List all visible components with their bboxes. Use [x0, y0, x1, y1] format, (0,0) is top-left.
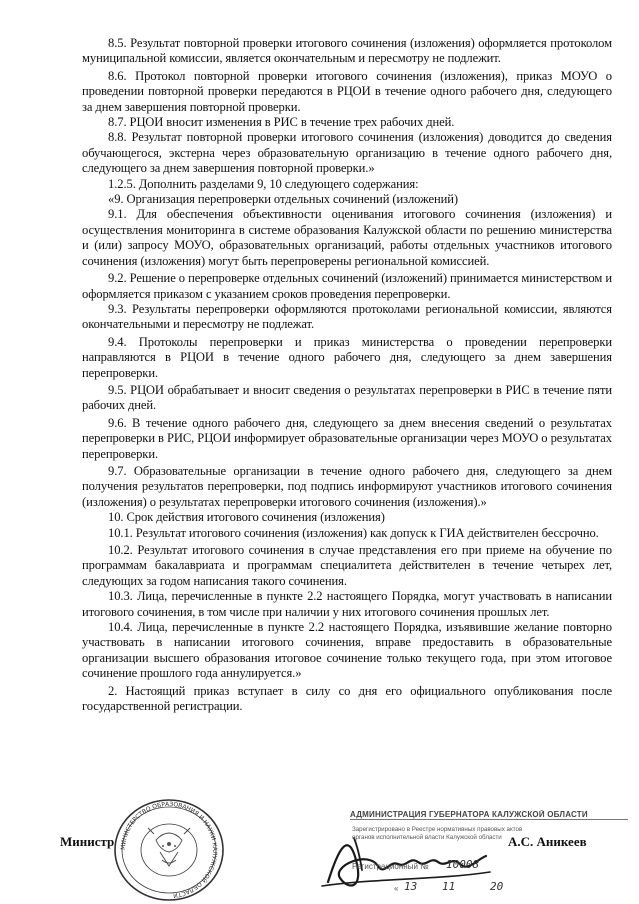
seal-text: МИНИСТЕРСТВО ОБРАЗОВАНИЯ И НАУКИ КАЛУЖСКОЙ ОБЛАСТИ [119, 800, 219, 899]
stamp-number-value: 10008 [446, 858, 480, 871]
paragraph-9-7: 9.7. Образовательные организации в течение одного рабочего дня, следующего за днем получения результатов перепроверки, под подпись информируют участников итогового сочинения (изложения) о результатах перепроверки итогового сочинения (изложения).» [82, 463, 612, 509]
paragraph-2-effective: 2. Настоящий приказ вступает в силу со дня его официального опубликования после государственной регистрации. [82, 683, 612, 714]
paragraph-1-2-5: 1.2.5. Дополнить разделами 9, 10 следующего содержания: [108, 176, 419, 191]
paragraph-8-6: 8.6. Протокол повторной проверки итогового сочинения (изложения), приказ МОУО о проведении повторной проверки передаются в РЦОИ в течение одного рабочего дня, следующего за днем завершения повторной проверки. [82, 68, 612, 114]
section-10-heading: 10. Срок действия итогового сочинения (изложения) [108, 510, 385, 525]
paragraph-9-1: 9.1. Для обеспечения объективности оценивания итогового сочинения (изложения) и осуществления мониторинга в системе образования Калужской области по решению министерства и (или) запросу МОУО, образовательных организаций, работы отдельных участников итогового сочинения (изложения) могут быть перепроверены региональной комиссией. [82, 207, 612, 268]
paragraph-8-8: 8.8. Результат повторной проверки итогового сочинения (изложения) доводится до сведения обучающегося, экстерна через образовательную организацию в течение одного рабочего дня, следующего за днем завершения повторной проверки.» [82, 130, 612, 176]
stamp-number-label: Регистрационный № [352, 862, 429, 871]
stamp-line-1: Зарегистрировано в Реестре нормативных правовых актов [352, 826, 523, 833]
paragraph-10-3: 10.3. Лица, перечисленные в пункте 2.2 настоящего Порядка, могут участвовать в написании итогового сочинения, в том числе при наличии у них итогового сочинения прошлых лет. [82, 589, 612, 619]
minister-name: А.С. Аникеев [508, 834, 587, 849]
paragraph-10-4: 10.4. Лица, перечисленные в пункте 2.2 настоящего Порядка, изъявившие желание повторно участвовать в написании итогового сочинения, вправе предоставить в образовательные организации высшего образования итоговое сочинение только текущего года, при этом итоговое сочинение прошлого года аннулируется.» [82, 620, 612, 681]
section-9-heading: «9. Организация перепроверки отдельных сочинений (изложений) [108, 192, 459, 207]
paragraph-8-5: 8.5. Результат повторной проверки итогового сочинения (изложения) оформляется протоколом муниципальной комиссии, является окончательным и пересмотру не подлежит. [82, 36, 612, 66]
paragraph-9-2: 9.2. Решение о перепроверке отдельных сочинений (изложений) принимается министерством и оформляется приказом с указанием сроков проведения перепроверки. [82, 271, 612, 301]
stamp-date-day: 13 [404, 880, 418, 893]
paragraph-9-6: 9.6. В течение одного рабочего дня, следующего за днем внесения сведений о результатах перепроверки в РИС, РЦОИ информирует образовательные организации через МОУО о результатах перепроверки. [82, 415, 612, 461]
minister-label: Министр [60, 834, 115, 849]
paragraph-9-5: 9.5. РЦОИ обрабатывает и вносит сведения о результатах перепроверки в РИС в течение пяти рабочих дней. [82, 382, 612, 413]
signature-block [60, 800, 620, 900]
official-seal-icon [110, 798, 228, 902]
registration-stamp [350, 810, 628, 898]
paragraph-9-4: 9.4. Протоколы перепроверки и приказ министерства о проведении перепроверки направляются в РЦОИ в течение одного рабочего дня, следующего за днем завершения перепроверки. [82, 334, 612, 380]
paragraph-9-3: 9.3. Результаты перепроверки оформляются протоколами региональной комиссии, являются окончательными и пересмотру не подлежат. [82, 301, 612, 332]
paragraph-10-2: 10.2. Результат итогового сочинения в случае представления его при приеме на обучение по программам бакалавриата и программам специалитета действителен в течение четырех лет, следующих за годом написания такого сочинения. [82, 543, 612, 588]
stamp-date-month: 11 [442, 880, 456, 893]
svg-text:МИНИСТЕРСТВО ОБРАЗОВАНИЯ И НАУ [120, 801, 218, 899]
paragraph-8-7: 8.7. РЦОИ вносит изменения в РИС в течение трех рабочих дней. [108, 115, 455, 130]
stamp-title: АДМИНИСТРАЦИЯ ГУБЕРНАТОРА КАЛУЖСКОЙ ОБЛАСТИ [350, 810, 628, 820]
document-body [82, 36, 612, 714]
paragraph-10-1: 10.1. Результат итогового сочинения (изложения) как допуск к ГИА действителен бессрочно. [108, 525, 599, 540]
stamp-line-2: органов исполнительной власти Калужской области [352, 834, 502, 841]
stamp-date-year: 20 [490, 880, 504, 893]
stamp-date-quote: « [394, 884, 399, 893]
